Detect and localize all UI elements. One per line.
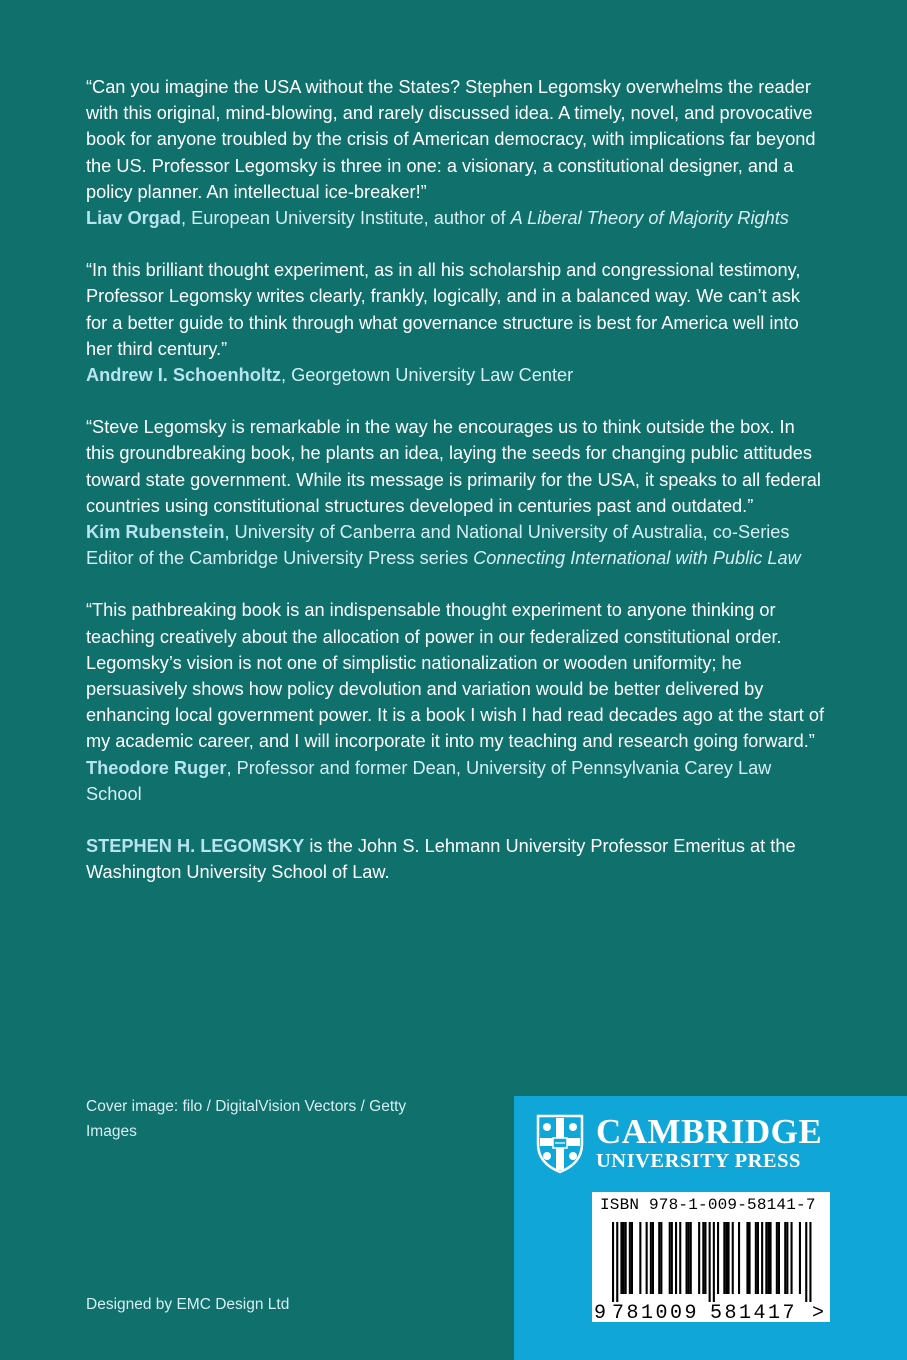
barcode-bar — [786, 1222, 788, 1294]
endorsement-2 — [86, 257, 826, 388]
barcode-bar — [660, 1222, 662, 1294]
designer-credit: Designed by EMC Design Ltd — [86, 1296, 290, 1313]
back-cover-text — [86, 74, 826, 885]
author-bio-text: is the John S. Lehmann University Professor Emeritus at the Washington University School of Law. — [86, 836, 796, 883]
barcode-bar — [725, 1222, 727, 1294]
barcode-bar — [791, 1222, 793, 1294]
barcode-bar — [620, 1222, 622, 1294]
barcode-bar — [809, 1222, 811, 1302]
endorsement-quote: “Steve Legomsky is remarkable in the way he encourages us to think outside the box. In this groundbreaking book, he plants an idea, laying the seeds for changing public attitudes toward state government. While its message is primarily for the USA, it speaks to all federal countries using constitutional structures developed in centuries past and outdated.” — [86, 417, 821, 516]
barcode-bar — [738, 1222, 740, 1294]
cover-image-credit: Cover image: filo / DigitalVision Vectors / Getty Images — [86, 1098, 407, 1140]
endorsement-1 — [86, 74, 826, 231]
barcode-bar — [799, 1222, 801, 1294]
barcode-bar — [732, 1222, 734, 1294]
barcode-bar — [688, 1222, 690, 1294]
publisher-panel — [514, 1096, 907, 1360]
barcode-bar — [757, 1222, 759, 1294]
endorsement-quote: “In this brilliant thought experiment, as in all his scholarship and congressional testimony, Professor Legomsky writes clearly, frankly, logically, and in a balanced way. We can’t ask for a better guide to think through what governance structure is best for America well into her third century.” — [86, 260, 801, 359]
barcode-bar — [776, 1222, 778, 1294]
barcode-bar — [675, 1222, 677, 1294]
barcode-bar — [770, 1222, 772, 1294]
endorsement-quote: “Can you imagine the USA without the States? Stephen Legomsky overwhelms the reader with this original, mind-blowing, and rarely discussed idea. A timely, novel, and provocative book for anyone troubled by the crisis of American democracy, with implications far beyond the US. Professor Legomsky is three in one: a visionary, a constitutional designer, and a policy planner. An intellectual ice-breaker!” — [86, 77, 816, 202]
barcode-bar — [746, 1222, 748, 1294]
endorser-affiliation: , Professor and former Dean, University of Pennsylvania Carey Law School — [86, 757, 772, 804]
barcode-digits-left: 781009 — [612, 1302, 700, 1322]
barcode-bar — [625, 1222, 627, 1294]
barcode-bar — [698, 1222, 700, 1294]
barcode-bar — [717, 1222, 719, 1294]
barcode-bar — [761, 1222, 763, 1294]
endorser-name: Theodore Ruger — [86, 757, 227, 778]
barcode-bar — [728, 1222, 730, 1294]
barcode-bar — [671, 1222, 673, 1294]
barcode-bar — [690, 1222, 692, 1294]
barcode-bar — [704, 1222, 706, 1294]
cambridge-shield-icon — [536, 1114, 584, 1174]
endorsement-3 — [86, 414, 826, 571]
barcode-graphic — [592, 1220, 830, 1322]
endorsement-attribution — [86, 519, 826, 571]
endorser-name: Kim Rubenstein — [86, 522, 225, 543]
barcode-bar — [784, 1222, 786, 1294]
endorser-work-title: Connecting International with Public Law — [473, 548, 801, 569]
barcode-bar — [631, 1222, 633, 1294]
endorsement-4 — [86, 597, 826, 807]
author-bio — [86, 833, 826, 885]
barcode-end-mark: > — [812, 1302, 825, 1322]
endorsement-attribution — [86, 362, 826, 388]
barcode-bar — [805, 1222, 807, 1302]
endorser-name: Andrew I. Schoenholtz — [86, 365, 282, 386]
barcode-bar — [755, 1222, 757, 1294]
barcode-bar — [629, 1222, 631, 1294]
barcode-bar — [658, 1222, 660, 1294]
endorser-affiliation: , European University Institute, author of — [181, 208, 511, 229]
barcode-bar — [616, 1222, 618, 1302]
barcode-bar — [679, 1222, 681, 1294]
barcode-bar — [612, 1222, 614, 1302]
barcode-bar — [723, 1222, 725, 1294]
endorsement-attribution — [86, 205, 826, 231]
barcode-bar — [639, 1222, 641, 1294]
barcode-bar — [686, 1222, 688, 1294]
barcode-bar — [765, 1222, 767, 1294]
endorser-affiliation: , University of Canberra and National University of Australia, co-Series Editor of the Cambridge University Press series — [86, 522, 790, 569]
endorser-affiliation: , Georgetown University Law Center — [281, 365, 574, 386]
barcode-bar — [669, 1222, 671, 1294]
barcode-bar — [652, 1222, 654, 1294]
isbn-label: ISBN 978-1-009-58141-7 — [600, 1196, 816, 1214]
publisher-logo — [536, 1114, 888, 1174]
endorsement-quote: “This pathbreaking book is an indispensable thought experiment to anyone thinking or teaching creatively about the allocation of power in our federalized constitutional order. Legomsky’s vision is not one of simplistic nationalization or wooden uniformity; he persuasively shows how policy devolution and variation would be better delivered by enhancing local government power. It is a book I wish I had read decades ago at the start of my academic career, and I will incorporate it into my teaching and research going forward.” — [86, 600, 825, 752]
barcode-bar — [709, 1222, 711, 1302]
barcode-bar — [646, 1222, 648, 1294]
barcode-bar — [623, 1222, 625, 1294]
publisher-name: CAMBRIDGE — [596, 1112, 823, 1151]
barcode-bar — [778, 1222, 780, 1294]
endorser-work-title: A Liberal Theory of Majority Rights — [510, 208, 789, 229]
barcode-digit-first: 9 — [594, 1302, 607, 1322]
barcode-bar — [749, 1222, 751, 1294]
isbn-barcode — [592, 1192, 830, 1322]
barcode-bar — [767, 1222, 769, 1294]
endorsement-attribution — [86, 755, 826, 807]
barcode-bar — [713, 1222, 715, 1302]
endorser-name: Liav Orgad — [86, 208, 182, 229]
barcode-bar — [702, 1222, 704, 1294]
author-name: STEPHEN H. LEGOMSKY — [86, 836, 305, 857]
barcode-digits-right: 581417 — [710, 1302, 798, 1322]
publisher-subname: UNIVERSITY PRESS — [596, 1150, 801, 1172]
barcode-bar — [650, 1222, 652, 1294]
